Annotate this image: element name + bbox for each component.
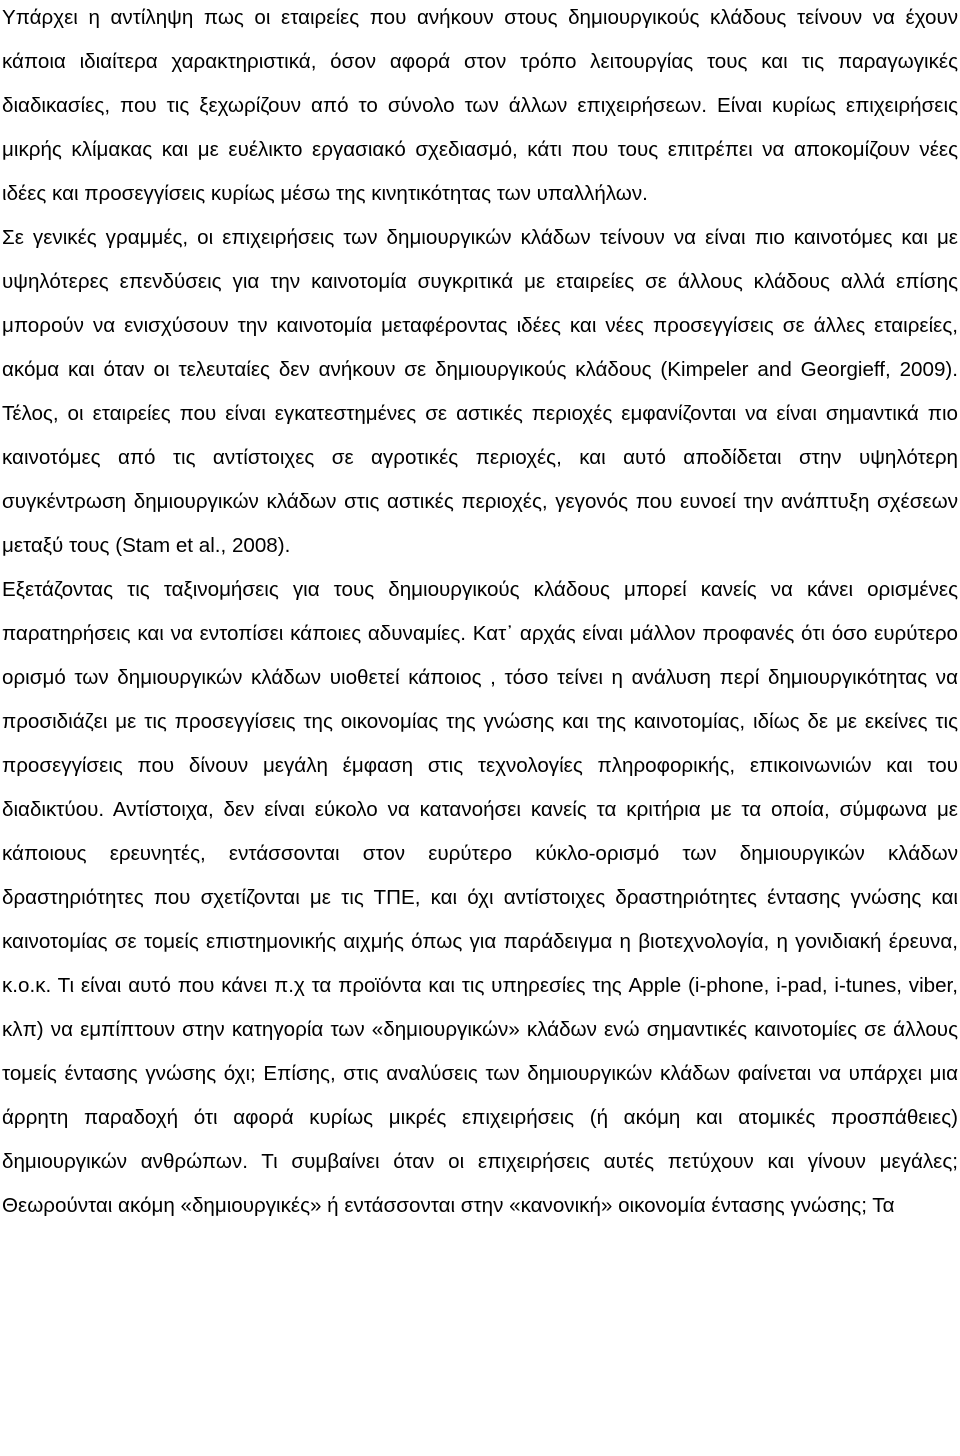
paragraph-innovation-urban-areas: Σε γενικές γραμμές, οι επιχειρήσεις των δημιουργικών κλάδων τείνουν να είναι πιο καινοτόμες και με υψηλότερες επενδύσεις για την καινοτομία συγκριτικά με εταιρείες σε άλλους κλάδους αλλά επίσης μπορούν να ενισχύσουν την καινοτομία μεταφέροντας ιδέες και νέες προσεγγίσεις σε άλλες εταιρείες, ακόμα και όταν οι τελευταίες δεν ανήκουν σε δημιουργικούς κλάδους (Kimpeler and Georgieff, 2009). Τέλος, οι εταιρείες που είναι εγκατεστημένες σε αστικές περιοχές εμφανίζονται να είναι σημαντικά πιο καινοτόμες από τις αντίστοιχες σε αγροτικές περιοχές, και αυτό αποδίδεται στην υψηλότερη συγκέντρωση δημιουργικών κλάδων στις αστικές περιοχές, γεγονός που ευνοεί την ανάπτυξη σχέσεων μεταξύ τους (Stam et al., 2008). <box>2 226 958 557</box>
document-page <box>2 0 958 1228</box>
paragraph-classification-weaknesses: Εξετάζοντας τις ταξινομήσεις για τους δημιουργικούς κλάδους μπορεί κανείς να κάνει ορισμένες παρατηρήσεις και να εντοπίσει κάποιες αδυναμίες. Κατ᾽ αρχάς είναι μάλλον προφανές ότι όσο ευρύτερο ορισμό των δημιουργικών κλάδων υιοθετεί κάποιος , τόσο τείνει η ανάλυση περί δημιουργικότητας να προσιδιάζει με τις προσεγγίσεις της οικονομίας της γνώσης και της καινοτομίας, ιδίως δε με εκείνες τις προσεγγίσεις που δίνουν μεγάλη έμφαση στις τεχνολογίες πληροφορικής, επικοινωνιών και του διαδικτύου. Αντίστοιχα, δεν είναι εύκολο να κατανοήσει κανείς τα κριτήρια με τα οποία, σύμφωνα με κάποιους ερευνητές, εντάσσονται στον ευρύτερο κύκλο-ορισμό των δημιουργικών κλάδων δραστηριότητες που σχετίζονται με τις ΤΠΕ, και όχι αντίστοιχες δραστηριότητες έντασης γνώσης και καινοτομίας σε τομείς επιστημονικής αιχμής όπως για παράδειγμα η βιοτεχνολογία, η γονιδιακή έρευνα, κ.ο.κ. Τι είναι αυτό που κάνει π.χ τα προϊόντα και τις υπηρεσίες της Apple (i-phone, i-pad, i-tunes, viber, κλπ) να εμπίπτουν στην κατηγορία των «δημιουργικών» κλάδων ενώ σημαντικές καινοτομίες σε άλλους τομείς έντασης γνώσης όχι; Επίσης, στις αναλύσεις των δημιουργικών κλάδων φαίνεται να υπάρχει μια άρρητη παραδοχή ότι αφορά κυρίως μικρές επιχειρήσεις (ή ακόμη και ατομικές προσπάθειες) δημιουργικών ανθρώπων. Τι συμβαίνει όταν οι επιχειρήσεις αυτές πετύχουν και γίνουν μεγάλες; Θεωρούνται ακόμη «δημιουργικές» ή εντάσσονται στην «κανονική» οικονομία έντασης γνώσης; Τα <box>2 578 958 1217</box>
paragraph-creative-firms-characteristics: Υπάρχει η αντίληψη πως οι εταιρείες που ανήκουν στους δημιουργικούς κλάδους τείνουν να έχουν κάποια ιδιαίτερα χαρακτηριστικά, όσον αφορά στον τρόπο λειτουργίας τους και τις παραγωγικές διαδικασίες, που τις ξεχωρίζουν από το σύνολο των άλλων επιχειρήσεων. Είναι κυρίως επιχειρήσεις μικρής κλίμακας και με ευέλικτο εργασιακό σχεδιασμό, κάτι που τους επιτρέπει να αποκομίζουν νέες ιδέες και προσεγγίσεις κυρίως μέσω της κινητικότητας των υπαλλήλων. <box>2 6 958 205</box>
